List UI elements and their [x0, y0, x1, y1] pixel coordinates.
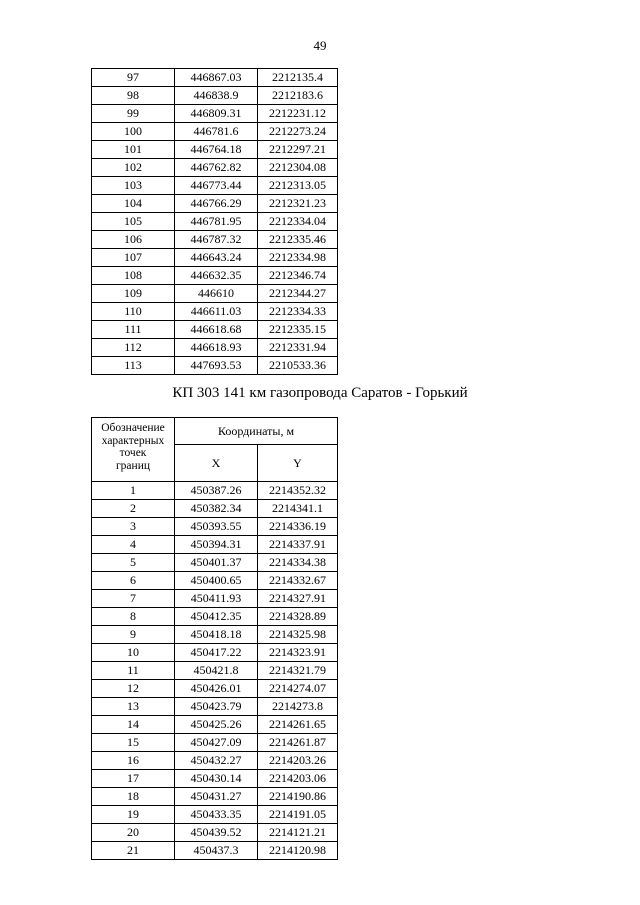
table-row: [92, 842, 338, 860]
cell-x: 450417.22: [175, 644, 258, 662]
cell-y: 2214274.07: [258, 680, 338, 698]
table-row: [92, 590, 338, 608]
cell-x: 446643.24: [175, 249, 258, 267]
table-row: [92, 357, 338, 375]
cell-point-number: 102: [92, 159, 175, 177]
cell-x: 450382.34: [175, 500, 258, 518]
cell-point-number: 104: [92, 195, 175, 213]
cell-y: 2212135.4: [258, 69, 338, 87]
cell-x: 450387.26: [175, 482, 258, 500]
cell-y: 2212331.94: [258, 339, 338, 357]
cell-point-number: 97: [92, 69, 175, 87]
page-number: 49: [313, 38, 327, 53]
cell-y: 2212321.23: [258, 195, 338, 213]
table-row: [92, 572, 338, 590]
cell-x: 446781.95: [175, 213, 258, 231]
cell-y: 2214336.19: [258, 518, 338, 536]
table-row: [92, 339, 338, 357]
table-row: [92, 716, 338, 734]
cell-point-number: 112: [92, 339, 175, 357]
table-row: [92, 303, 338, 321]
table-row: [92, 734, 338, 752]
cell-x: 450401.37: [175, 554, 258, 572]
table-row: [92, 698, 338, 716]
header-point-designation: [92, 418, 175, 482]
table-row: [92, 267, 338, 285]
cell-y: 2212346.74: [258, 267, 338, 285]
table-row: [92, 105, 338, 123]
cell-y: 2214203.26: [258, 752, 338, 770]
cell-point-number: 11: [92, 662, 175, 680]
cell-x: 446618.68: [175, 321, 258, 339]
cell-y: 2212334.33: [258, 303, 338, 321]
cell-x: 450439.52: [175, 824, 258, 842]
table-row: [92, 536, 338, 554]
header-desc-line: Обозначение: [101, 422, 165, 434]
cell-y: 2214327.91: [258, 590, 338, 608]
cell-x: 450411.93: [175, 590, 258, 608]
cell-point-number: 105: [92, 213, 175, 231]
cell-point-number: 113: [92, 357, 175, 375]
table-row: [92, 554, 338, 572]
cell-point-number: 12: [92, 680, 175, 698]
cell-y: 2214328.89: [258, 608, 338, 626]
cell-point-number: 13: [92, 698, 175, 716]
cell-x: 447693.53: [175, 357, 258, 375]
cell-point-number: 2: [92, 500, 175, 518]
cell-y: 2214352.32: [258, 482, 338, 500]
cell-x: 450430.14: [175, 770, 258, 788]
cell-x: 446766.29: [175, 195, 258, 213]
cell-point-number: 109: [92, 285, 175, 303]
cell-x: 450400.65: [175, 572, 258, 590]
coordinates-table-continued-body: [92, 69, 338, 375]
table-row: [92, 213, 338, 231]
cell-x: 446773.44: [175, 177, 258, 195]
cell-x: 450431.27: [175, 788, 258, 806]
cell-x: 446611.03: [175, 303, 258, 321]
table-row: [92, 195, 338, 213]
cell-x: 450432.27: [175, 752, 258, 770]
cell-y: 2212335.15: [258, 321, 338, 339]
coordinates-table-kp303: [91, 417, 338, 860]
table-row: [92, 662, 338, 680]
table-row: [92, 788, 338, 806]
table-row: [92, 608, 338, 626]
cell-point-number: 5: [92, 554, 175, 572]
cell-point-number: 110: [92, 303, 175, 321]
table-row: [92, 770, 338, 788]
table-row: [92, 123, 338, 141]
header-y: Y: [258, 445, 338, 482]
cell-y: 2212344.27: [258, 285, 338, 303]
cell-point-number: 17: [92, 770, 175, 788]
cell-point-number: 3: [92, 518, 175, 536]
cell-x: 450427.09: [175, 734, 258, 752]
cell-x: 446787.32: [175, 231, 258, 249]
cell-point-number: 10: [92, 644, 175, 662]
cell-y: 2210533.36: [258, 357, 338, 375]
coordinates-table-header: [92, 418, 338, 482]
table-row: [92, 87, 338, 105]
table-row: [92, 482, 338, 500]
cell-y: 2214261.87: [258, 734, 338, 752]
header-desc-line: характерных: [101, 434, 165, 447]
cell-point-number: 106: [92, 231, 175, 249]
cell-point-number: 20: [92, 824, 175, 842]
cell-x: 446610: [175, 285, 258, 303]
cell-y: 2214334.38: [258, 554, 338, 572]
cell-y: 2214203.06: [258, 770, 338, 788]
header-x: X: [175, 445, 258, 482]
cell-y: 2214273.8: [258, 698, 338, 716]
table-row: [92, 824, 338, 842]
cell-point-number: 108: [92, 267, 175, 285]
cell-y: 2214121.21: [258, 824, 338, 842]
cell-x: 450426.01: [175, 680, 258, 698]
cell-y: 2214321.79: [258, 662, 338, 680]
table-row: [92, 680, 338, 698]
cell-point-number: 4: [92, 536, 175, 554]
table-row: [92, 231, 338, 249]
cell-x: 450425.26: [175, 716, 258, 734]
cell-y: 2212335.46: [258, 231, 338, 249]
cell-x: 446838.9: [175, 87, 258, 105]
section-title: КП 303 141 км газопровода Саратов - Горький: [172, 385, 468, 401]
table-row: [92, 321, 338, 339]
cell-y: 2214332.67: [258, 572, 338, 590]
cell-point-number: 15: [92, 734, 175, 752]
cell-y: 2212183.6: [258, 87, 338, 105]
cell-x: 450421.8: [175, 662, 258, 680]
table-row: [92, 177, 338, 195]
cell-point-number: 101: [92, 141, 175, 159]
cell-y: 2212334.98: [258, 249, 338, 267]
cell-point-number: 111: [92, 321, 175, 339]
table-row: [92, 644, 338, 662]
header-coordinates: Координаты, м: [175, 418, 338, 445]
cell-y: 2214191.05: [258, 806, 338, 824]
cell-x: 450393.55: [175, 518, 258, 536]
table-row: [92, 159, 338, 177]
table-row: [92, 500, 338, 518]
table-row: [92, 69, 338, 87]
cell-x: 446809.31: [175, 105, 258, 123]
table-row: [92, 141, 338, 159]
cell-point-number: 7: [92, 590, 175, 608]
coordinates-table-continued: [91, 68, 338, 375]
cell-point-number: 99: [92, 105, 175, 123]
header-desc-line: точек: [119, 447, 147, 459]
cell-x: 446632.35: [175, 267, 258, 285]
cell-x: 446764.18: [175, 141, 258, 159]
cell-x: 450412.35: [175, 608, 258, 626]
cell-x: 450437.3: [175, 842, 258, 860]
cell-point-number: 107: [92, 249, 175, 267]
cell-point-number: 14: [92, 716, 175, 734]
cell-point-number: 6: [92, 572, 175, 590]
cell-y: 2214261.65: [258, 716, 338, 734]
cell-point-number: 21: [92, 842, 175, 860]
table-row: [92, 518, 338, 536]
coordinates-table-kp303-body: [92, 482, 338, 860]
table-row: [92, 249, 338, 267]
cell-point-number: 16: [92, 752, 175, 770]
cell-point-number: 1: [92, 482, 175, 500]
table-row: [92, 626, 338, 644]
cell-y: 2214325.98: [258, 626, 338, 644]
cell-y: 2214337.91: [258, 536, 338, 554]
cell-point-number: 19: [92, 806, 175, 824]
cell-y: 2212231.12: [258, 105, 338, 123]
cell-y: 2212334.04: [258, 213, 338, 231]
cell-x: 450394.31: [175, 536, 258, 554]
header-desc-line: границ: [115, 459, 151, 472]
cell-y: 2214120.98: [258, 842, 338, 860]
cell-y: 2212313.05: [258, 177, 338, 195]
cell-point-number: 9: [92, 626, 175, 644]
cell-point-number: 100: [92, 123, 175, 141]
cell-x: 450423.79: [175, 698, 258, 716]
cell-point-number: 98: [92, 87, 175, 105]
cell-y: 2214190.86: [258, 788, 338, 806]
cell-y: 2214341.1: [258, 500, 338, 518]
cell-point-number: 8: [92, 608, 175, 626]
table-row: [92, 285, 338, 303]
cell-x: 450418.18: [175, 626, 258, 644]
cell-y: 2214323.91: [258, 644, 338, 662]
cell-y: 2212273.24: [258, 123, 338, 141]
cell-x: 446867.03: [175, 69, 258, 87]
cell-x: 446781.6: [175, 123, 258, 141]
header-row: [92, 418, 338, 445]
cell-y: 2212304.08: [258, 159, 338, 177]
cell-x: 450433.35: [175, 806, 258, 824]
cell-x: 446762.82: [175, 159, 258, 177]
cell-point-number: 103: [92, 177, 175, 195]
cell-x: 446618.93: [175, 339, 258, 357]
table-row: [92, 752, 338, 770]
cell-y: 2212297.21: [258, 141, 338, 159]
table-row: [92, 806, 338, 824]
cell-point-number: 18: [92, 788, 175, 806]
